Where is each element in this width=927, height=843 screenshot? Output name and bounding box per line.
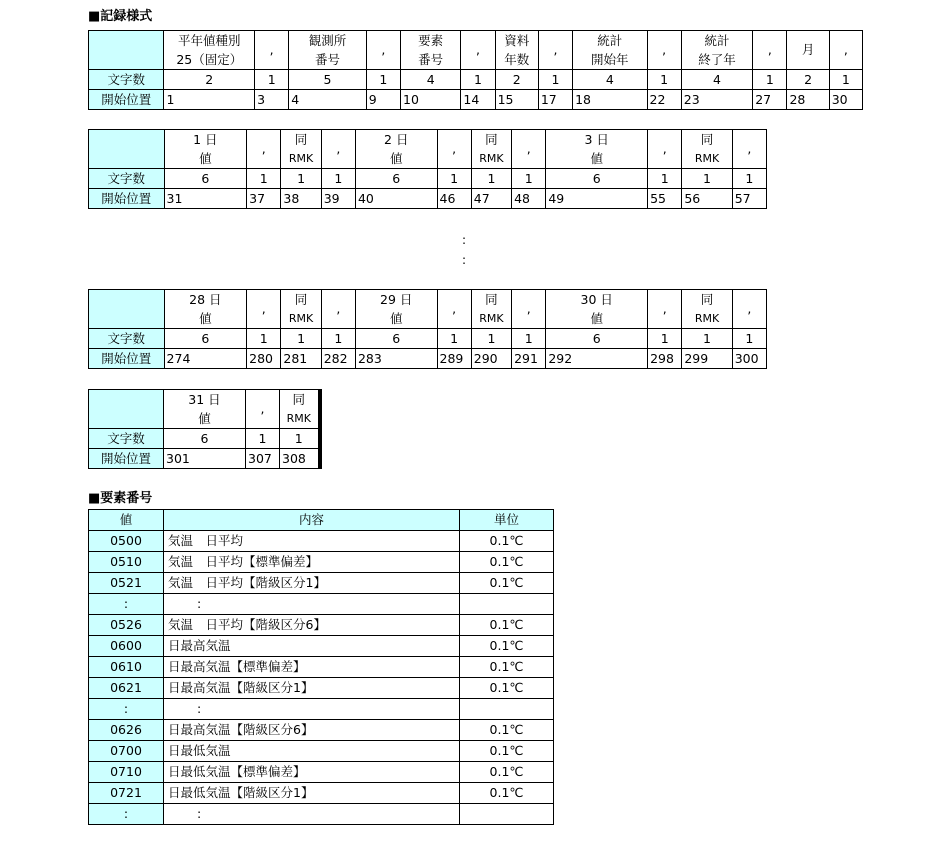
record-format-table-2 xyxy=(88,129,767,209)
content-cell: 日最高気温【階級区分6】 xyxy=(164,720,460,741)
corner-cell xyxy=(89,390,164,429)
element-numbers-table xyxy=(88,509,554,825)
chars-cell: 1 xyxy=(512,169,546,189)
record-format-table-4 xyxy=(88,389,322,469)
unit-cell: 0.1℃ xyxy=(460,636,554,657)
start-row xyxy=(89,449,320,469)
chars-cell: 1 xyxy=(246,429,280,449)
start-cell: 57 xyxy=(732,189,766,209)
chars-cell: 1 xyxy=(753,70,787,90)
chars-cell: 2 xyxy=(787,70,829,90)
unit-cell: 0.1℃ xyxy=(460,741,554,762)
start-cell: 4 xyxy=(289,90,367,110)
chars-cell: 2 xyxy=(495,70,538,90)
unit-cell: 0.1℃ xyxy=(460,552,554,573)
start-cell: 37 xyxy=(247,189,281,209)
header-cell: , xyxy=(512,290,546,329)
header-row xyxy=(89,31,863,70)
header-cell: 資料 年数 xyxy=(495,31,538,70)
ellipsis-2: : xyxy=(462,253,467,267)
unit-cell: 0.1℃ xyxy=(460,615,554,636)
content-cell: : xyxy=(164,699,460,720)
start-cell: 3 xyxy=(255,90,289,110)
unit-cell xyxy=(460,699,554,720)
start-cell: 49 xyxy=(546,189,648,209)
row-label-chars: 文字数 xyxy=(89,429,164,449)
column-header-content: 内容 xyxy=(164,510,460,531)
header-cell: 同 RMK xyxy=(281,290,321,329)
header-cell: , xyxy=(648,290,682,329)
header-cell: , xyxy=(247,130,281,169)
table-row xyxy=(89,741,554,762)
start-cell: 14 xyxy=(461,90,495,110)
start-row xyxy=(89,189,767,209)
content-cell: 日最低気温【標準偏差】 xyxy=(164,762,460,783)
header-cell: 同 RMK xyxy=(471,130,511,169)
content-cell: 気温 日平均【階級区分1】 xyxy=(164,573,460,594)
header-cell: , xyxy=(255,31,289,70)
record-format-table-1 xyxy=(88,30,863,110)
chars-cell: 6 xyxy=(355,169,437,189)
chars-cell: 6 xyxy=(164,329,247,349)
header-cell: , xyxy=(321,290,355,329)
start-cell: 22 xyxy=(647,90,681,110)
start-cell: 301 xyxy=(164,449,246,469)
header-row xyxy=(89,390,320,429)
table-row xyxy=(89,573,554,594)
unit-cell: 0.1℃ xyxy=(460,657,554,678)
start-cell: 38 xyxy=(281,189,321,209)
value-cell: 0710 xyxy=(89,762,164,783)
value-cell: : xyxy=(89,699,164,720)
header-cell: 1 日 値 xyxy=(164,130,247,169)
header-cell: , xyxy=(732,130,766,169)
chars-row xyxy=(89,329,767,349)
header-cell: , xyxy=(512,130,546,169)
header-cell: , xyxy=(437,290,471,329)
start-cell: 47 xyxy=(471,189,511,209)
content-cell: 気温 日平均【標準偏差】 xyxy=(164,552,460,573)
header-cell: , xyxy=(437,130,471,169)
start-cell: 292 xyxy=(546,349,648,369)
header-cell: , xyxy=(648,130,682,169)
corner-cell xyxy=(89,31,164,70)
header-cell: 統計 終了年 xyxy=(681,31,752,70)
header-cell: 月 xyxy=(787,31,829,70)
element-header-row xyxy=(89,510,554,531)
row-label-start: 開始位置 xyxy=(89,349,165,369)
start-cell: 289 xyxy=(437,349,471,369)
header-cell: 観測所 番号 xyxy=(289,31,367,70)
header-cell: 3 日 値 xyxy=(546,130,648,169)
chars-cell: 1 xyxy=(538,70,572,90)
header-cell: , xyxy=(246,390,280,429)
column-header-value: 値 xyxy=(89,510,164,531)
chars-cell: 6 xyxy=(355,329,437,349)
content-cell: 日最低気温【階級区分1】 xyxy=(164,783,460,804)
unit-cell xyxy=(460,594,554,615)
row-label-chars: 文字数 xyxy=(89,70,164,90)
unit-cell: 0.1℃ xyxy=(460,573,554,594)
table-row xyxy=(89,552,554,573)
chars-row xyxy=(89,169,767,189)
value-cell: 0610 xyxy=(89,657,164,678)
corner-cell xyxy=(89,130,165,169)
header-cell: 同 RMK xyxy=(682,290,732,329)
chars-cell: 1 xyxy=(247,169,281,189)
header-cell: 要素 番号 xyxy=(401,31,461,70)
table-row xyxy=(89,762,554,783)
ellipsis-1: : xyxy=(462,233,467,247)
start-cell: 10 xyxy=(401,90,461,110)
header-cell: , xyxy=(732,290,766,329)
header-cell: 28 日 値 xyxy=(164,290,247,329)
chars-cell: 6 xyxy=(546,329,648,349)
start-cell: 40 xyxy=(355,189,437,209)
unit-cell xyxy=(460,804,554,825)
start-cell: 23 xyxy=(681,90,752,110)
table-row xyxy=(89,699,554,720)
table-row xyxy=(89,636,554,657)
chars-row xyxy=(89,70,863,90)
column-header-unit: 単位 xyxy=(460,510,554,531)
chars-cell: 1 xyxy=(281,169,321,189)
chars-cell: 1 xyxy=(682,329,732,349)
value-cell: 0626 xyxy=(89,720,164,741)
unit-cell: 0.1℃ xyxy=(460,783,554,804)
row-label-start: 開始位置 xyxy=(89,90,164,110)
header-cell: 30 日 値 xyxy=(546,290,648,329)
unit-cell: 0.1℃ xyxy=(460,762,554,783)
value-cell: : xyxy=(89,594,164,615)
chars-cell: 4 xyxy=(573,70,647,90)
start-cell: 283 xyxy=(355,349,437,369)
start-cell: 280 xyxy=(247,349,281,369)
start-cell: 46 xyxy=(437,189,471,209)
start-cell: 290 xyxy=(471,349,511,369)
start-cell: 27 xyxy=(753,90,787,110)
header-cell: 同 RMK xyxy=(281,130,321,169)
content-cell: 日最高気温【標準偏差】 xyxy=(164,657,460,678)
chars-cell: 6 xyxy=(546,169,648,189)
table-row xyxy=(89,657,554,678)
chars-cell: 1 xyxy=(648,169,682,189)
header-cell: , xyxy=(461,31,495,70)
start-cell: 48 xyxy=(512,189,546,209)
start-cell: 55 xyxy=(648,189,682,209)
start-cell: 56 xyxy=(682,189,732,209)
table-row xyxy=(89,804,554,825)
value-cell: 0521 xyxy=(89,573,164,594)
value-cell: 0621 xyxy=(89,678,164,699)
chars-cell: 4 xyxy=(401,70,461,90)
start-cell: 9 xyxy=(366,90,400,110)
chars-cell: 1 xyxy=(512,329,546,349)
start-cell: 17 xyxy=(538,90,572,110)
header-cell: 29 日 値 xyxy=(355,290,437,329)
table-row xyxy=(89,783,554,804)
start-cell: 308 xyxy=(280,449,320,469)
chars-cell: 1 xyxy=(321,169,355,189)
chars-cell: 1 xyxy=(437,329,471,349)
chars-cell: 1 xyxy=(647,70,681,90)
header-cell: 同 RMK xyxy=(471,290,511,329)
chars-cell: 6 xyxy=(164,169,247,189)
chars-cell: 1 xyxy=(461,70,495,90)
content-cell: 日最高気温 xyxy=(164,636,460,657)
start-cell: 307 xyxy=(246,449,280,469)
value-cell: 0510 xyxy=(89,552,164,573)
row-label-chars: 文字数 xyxy=(89,329,165,349)
value-cell: 0526 xyxy=(89,615,164,636)
chars-cell: 1 xyxy=(247,329,281,349)
content-cell: 気温 日平均 xyxy=(164,531,460,552)
start-cell: 274 xyxy=(164,349,247,369)
value-cell: 0500 xyxy=(89,531,164,552)
start-cell: 281 xyxy=(281,349,321,369)
chars-cell: 1 xyxy=(732,329,766,349)
header-cell: , xyxy=(829,31,862,70)
start-cell: 18 xyxy=(573,90,647,110)
header-cell: , xyxy=(366,31,400,70)
start-row xyxy=(89,90,863,110)
header-cell: 2 日 値 xyxy=(355,130,437,169)
chars-cell: 2 xyxy=(164,70,255,90)
header-cell: 統計 開始年 xyxy=(573,31,647,70)
row-label-chars: 文字数 xyxy=(89,169,165,189)
header-cell: , xyxy=(538,31,572,70)
header-cell: 31 日 値 xyxy=(164,390,246,429)
start-cell: 39 xyxy=(321,189,355,209)
start-cell: 1 xyxy=(164,90,255,110)
start-cell: 282 xyxy=(321,349,355,369)
chars-cell: 5 xyxy=(289,70,367,90)
chars-cell: 1 xyxy=(682,169,732,189)
record-format-title: ■記録様式 xyxy=(88,9,153,24)
table-row xyxy=(89,720,554,741)
chars-cell: 4 xyxy=(681,70,752,90)
chars-cell: 1 xyxy=(280,429,320,449)
record-format-table-3 xyxy=(88,289,767,369)
content-cell: : xyxy=(164,804,460,825)
table-row xyxy=(89,594,554,615)
chars-cell: 1 xyxy=(255,70,289,90)
chars-cell: 1 xyxy=(281,329,321,349)
header-cell: , xyxy=(753,31,787,70)
value-cell: 0600 xyxy=(89,636,164,657)
header-cell: , xyxy=(247,290,281,329)
content-cell: 日最低気温 xyxy=(164,741,460,762)
row-label-start: 開始位置 xyxy=(89,189,165,209)
start-cell: 298 xyxy=(648,349,682,369)
start-cell: 291 xyxy=(512,349,546,369)
header-cell: 同 RMK xyxy=(280,390,320,429)
content-cell: 気温 日平均【階級区分6】 xyxy=(164,615,460,636)
header-cell: , xyxy=(321,130,355,169)
row-label-start: 開始位置 xyxy=(89,449,164,469)
unit-cell: 0.1℃ xyxy=(460,678,554,699)
chars-cell: 1 xyxy=(648,329,682,349)
chars-cell: 1 xyxy=(437,169,471,189)
value-cell: 0700 xyxy=(89,741,164,762)
start-cell: 299 xyxy=(682,349,732,369)
chars-cell: 1 xyxy=(829,70,862,90)
content-cell: : xyxy=(164,594,460,615)
start-cell: 31 xyxy=(164,189,247,209)
unit-cell: 0.1℃ xyxy=(460,720,554,741)
chars-cell: 1 xyxy=(471,329,511,349)
corner-cell xyxy=(89,290,165,329)
header-cell: 平年値種別 25（固定） xyxy=(164,31,255,70)
table-row xyxy=(89,678,554,699)
header-cell: 同 RMK xyxy=(682,130,732,169)
start-row xyxy=(89,349,767,369)
chars-cell: 6 xyxy=(164,429,246,449)
header-row xyxy=(89,290,767,329)
chars-cell: 1 xyxy=(732,169,766,189)
table-row xyxy=(89,531,554,552)
header-row xyxy=(89,130,767,169)
start-cell: 15 xyxy=(495,90,538,110)
start-cell: 30 xyxy=(829,90,862,110)
chars-cell: 1 xyxy=(471,169,511,189)
content-cell: 日最高気温【階級区分1】 xyxy=(164,678,460,699)
unit-cell: 0.1℃ xyxy=(460,531,554,552)
start-cell: 28 xyxy=(787,90,829,110)
element-numbers-title: ■要素番号 xyxy=(88,491,153,506)
value-cell: 0721 xyxy=(89,783,164,804)
chars-row xyxy=(89,429,320,449)
start-cell: 300 xyxy=(732,349,766,369)
chars-cell: 1 xyxy=(321,329,355,349)
chars-cell: 1 xyxy=(366,70,400,90)
header-cell: , xyxy=(647,31,681,70)
value-cell: : xyxy=(89,804,164,825)
table-row xyxy=(89,615,554,636)
